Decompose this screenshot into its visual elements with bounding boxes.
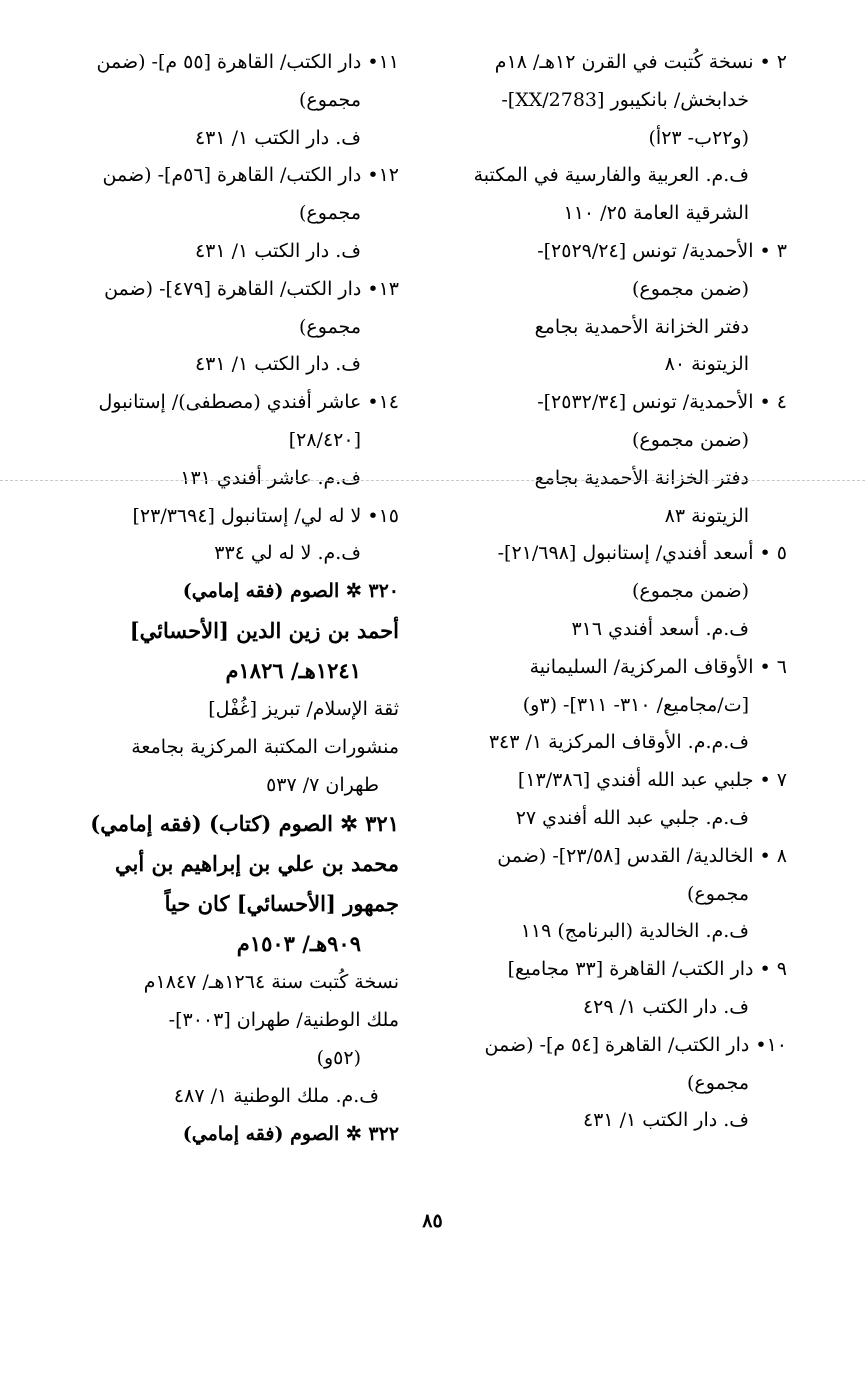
right-column (435, 44, 787, 1140)
left-column-line: ١٢٤١هـ/ ١٨٢٦م (225, 657, 361, 683)
left-column-line: ٩٠٩هـ/ ١٥٠٣م (236, 931, 361, 957)
left-column-line: ١٤• عاشر أفندي (مصطفى)/ إستانبول (98, 391, 399, 414)
right-column-line: دفتر الخزانة الأحمدية بجامع (534, 466, 749, 489)
right-column-line: مجموع) (687, 1071, 749, 1094)
right-column-line: مجموع) (687, 882, 749, 905)
right-column-line: الزيتونة ٨٠ (664, 353, 749, 376)
right-column-line: ٧ • جلبي عبد الله أفندي [١٣/٣٨٦] (517, 769, 787, 792)
left-column-line: ثقة الإسلام/ تبريز [غُفْل] (208, 697, 399, 720)
right-column-line: ٤ • الأحمدية/ تونس [٢٥٣٢/٣٤]- (537, 391, 787, 414)
left-column-line: نسخة كُتبت سنة ١٢٦٤هـ/ ١٨٤٧م (143, 971, 399, 994)
left-column-line: ف.م. عاشر أفندي ١٣١ (180, 466, 361, 489)
right-column-line: ٥ • أسعد أفندي/ إستانبول [٢١/٦٩٨]- (497, 542, 787, 565)
left-column-line: ملك الوطنية/ طهران [٣٠٠٣]- (168, 1009, 399, 1032)
right-column-line: ٣ • الأحمدية/ تونس [٢٥٢٩/٢٤]- (537, 239, 787, 262)
left-column-line: مجموع) (299, 88, 361, 111)
left-column (66, 44, 399, 1153)
left-column-line: طهران ٧/ ٥٣٧ (266, 773, 379, 796)
left-column-line: ٣٢٠ ✲ الصوم (فقه إمامي) (182, 580, 399, 603)
right-column-line: ف.م. أسعد أفندي ٣١٦ (571, 617, 749, 640)
right-column-line: (ضمن مجموع) (631, 428, 749, 451)
left-column-line: ١٢• دار الكتب/ القاهرة [٥٦م]- (ضمن (102, 164, 399, 187)
left-column-line: (٥٢و) (316, 1046, 361, 1069)
right-column-line: [ت/مجاميع/ ٣١٠- ٣١١]- (٣و) (522, 693, 749, 716)
right-column-line: ف.م. جلبي عبد الله أفندي ٢٧ (515, 806, 749, 829)
right-column-line: ف.م.م. الأوقاف المركزية ١/ ٣٤٣ (488, 731, 749, 754)
left-column-line: ٣٢١ ✲ الصوم (كتاب) (فقه إمامي) (90, 811, 399, 837)
left-column-line: ف. دار الكتب ١/ ٤٣١ (194, 239, 361, 262)
right-column-line: خدابخش/ بانكيبور [2783/XX]- (501, 88, 749, 111)
right-column-line: ٨ • الخالدية/ القدس [٢٣/٥٨]- (ضمن (497, 844, 787, 867)
left-column-line: ف. دار الكتب ١/ ٤٣١ (194, 126, 361, 149)
right-column-line: ف.م. الخالدية (البرنامج) ١١٩ (520, 920, 749, 943)
right-column-line: ٩ • دار الكتب/ القاهرة [٣٣ مجاميع] (507, 958, 787, 981)
left-column-line: ١١• دار الكتب/ القاهرة [٥٥ م]- (ضمن (96, 51, 399, 73)
right-column-line: الشرقية العامة ٢٥/ ١١٠ (563, 202, 749, 225)
right-column-line: ٢ • نسخة كُتبت في القرن ١٢هـ/ ١٨م (494, 51, 787, 73)
left-column-line: جمهور [الأحسائي] كان حياً (164, 891, 399, 917)
right-column-line: ١٠• دار الكتب/ القاهرة [٥٤ م]- (ضمن (484, 1033, 787, 1056)
right-column-line: الزيتونة ٨٣ (664, 504, 749, 527)
right-column-line: دفتر الخزانة الأحمدية بجامع (534, 315, 749, 338)
left-column-line: محمد بن علي بن إبراهيم بن أبي (115, 851, 399, 877)
right-column-line: (ضمن مجموع) (631, 580, 749, 603)
left-column-line: ١٣• دار الكتب/ القاهرة [٤٧٩]- (ضمن (104, 277, 399, 300)
left-column-line: ف.م. ملك الوطنية ١/ ٤٨٧ (173, 1084, 379, 1107)
right-column-line: ف. دار الكتب ١/ ٤٢٩ (582, 995, 749, 1018)
left-column-line: ف. دار الكتب ١/ ٤٣١ (194, 353, 361, 376)
left-column-line: ٣٢٢ ✲ الصوم (فقه إمامي) (182, 1122, 399, 1145)
left-column-line: أحمد بن زين الدين [الأحسائي] (129, 617, 399, 643)
right-column-line: (ضمن مجموع) (631, 277, 749, 300)
left-column-line: مجموع) (299, 315, 361, 338)
right-column-line: ف. دار الكتب ١/ ٤٣١ (582, 1109, 749, 1132)
scan-artifact-line (0, 480, 865, 481)
left-column-line: مجموع) (299, 202, 361, 225)
left-column-line: منشورات المكتبة المركزية بجامعة (131, 735, 399, 758)
right-column-line: ف.م. العربية والفارسية في المكتبة (473, 164, 749, 187)
right-column-line: ٦ • الأوقاف المركزية/ السليمانية (529, 655, 787, 678)
page-number: ٨٥ (422, 1210, 443, 1232)
left-column-line: ف.م. لا له لي ٣٣٤ (214, 542, 361, 565)
right-column-line: (و٢٢ب- ٢٣أ) (648, 126, 749, 149)
left-column-line: [٢٨/٤٢٠] (288, 428, 361, 451)
left-column-line: ١٥• لا له لي/ إستانبول [٢٣/٣٦٩٤] (132, 504, 399, 527)
